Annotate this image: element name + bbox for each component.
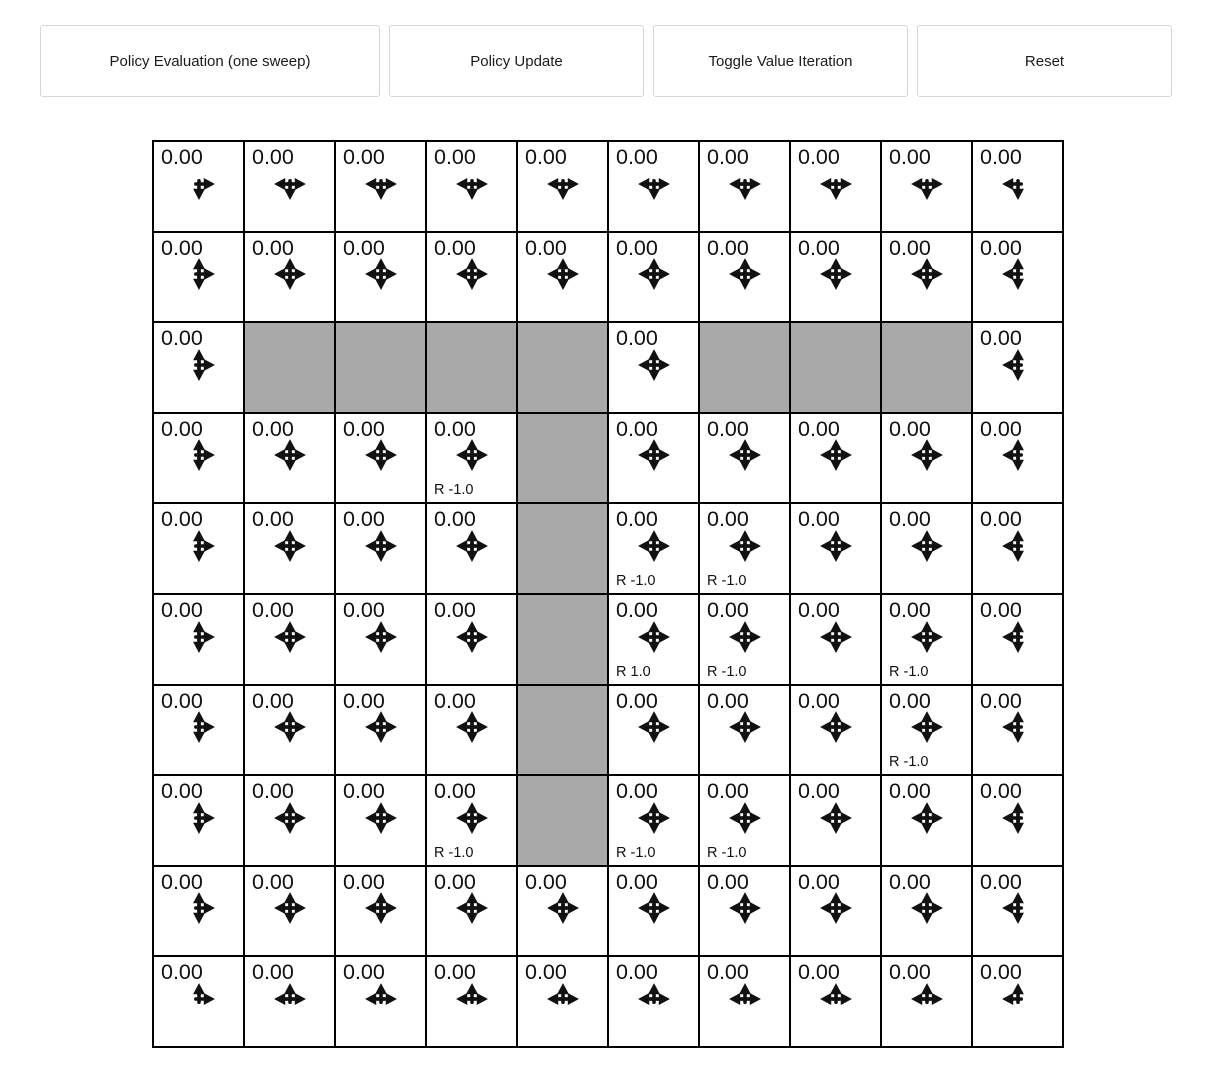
grid-cell[interactable] — [245, 233, 334, 322]
grid-cell[interactable] — [245, 595, 334, 684]
state-value: 0.00 — [252, 779, 294, 804]
state-value: 0.00 — [707, 416, 749, 441]
grid-cell[interactable] — [700, 504, 789, 593]
policy-arrows-icon — [728, 710, 762, 744]
state-value: 0.00 — [798, 869, 840, 894]
grid-cell[interactable] — [973, 142, 1062, 231]
policy-arrows-icon — [364, 620, 398, 654]
grid-cell[interactable] — [791, 957, 880, 1046]
state-value: 0.00 — [525, 235, 567, 260]
state-value: 0.00 — [434, 507, 476, 532]
grid-cell[interactable] — [336, 686, 425, 775]
policy-arrows-icon — [728, 620, 762, 654]
state-value: 0.00 — [889, 597, 931, 622]
grid-cell[interactable] — [609, 595, 698, 684]
grid-cell[interactable] — [973, 323, 1062, 412]
policy-arrows-icon — [1001, 257, 1035, 291]
state-value: 0.00 — [980, 688, 1022, 713]
state-value: 0.00 — [252, 235, 294, 260]
reward-label: R -1.0 — [707, 844, 747, 861]
grid-cell[interactable] — [245, 686, 334, 775]
grid-cell[interactable] — [700, 414, 789, 503]
policy-arrows-icon — [1001, 348, 1035, 382]
grid-cell[interactable] — [973, 957, 1062, 1046]
wall-cell[interactable] — [518, 776, 607, 865]
wall-cell[interactable] — [518, 504, 607, 593]
policy-arrows-icon — [182, 710, 216, 744]
policy-arrows-icon — [273, 620, 307, 654]
state-value: 0.00 — [616, 507, 658, 532]
policy-arrows-icon — [273, 710, 307, 744]
policy-arrows-icon — [910, 257, 944, 291]
state-value: 0.00 — [525, 960, 567, 985]
policy-arrows-icon — [1001, 891, 1035, 925]
policy-arrows-icon — [728, 438, 762, 472]
grid-cell[interactable] — [882, 776, 971, 865]
grid-cell[interactable] — [700, 233, 789, 322]
grid-cell[interactable] — [336, 595, 425, 684]
state-value: 0.00 — [798, 507, 840, 532]
state-value: 0.00 — [707, 869, 749, 894]
grid-cell[interactable] — [882, 504, 971, 593]
policy-arrows-icon — [637, 348, 671, 382]
policy-arrows-icon — [1001, 801, 1035, 835]
grid-cell[interactable] — [882, 233, 971, 322]
grid-cell[interactable] — [154, 504, 243, 593]
reward-label: R -1.0 — [434, 844, 474, 861]
policy-arrows-icon — [182, 982, 216, 1016]
grid-cell[interactable] — [791, 414, 880, 503]
grid-cell[interactable] — [245, 414, 334, 503]
grid-cell[interactable] — [973, 867, 1062, 956]
grid-cell[interactable] — [882, 595, 971, 684]
grid-cell[interactable] — [791, 504, 880, 593]
grid-cell[interactable] — [791, 867, 880, 956]
policy-arrows-icon — [1001, 982, 1035, 1016]
toggle-value-iteration-button[interactable]: Toggle Value Iteration — [653, 25, 908, 97]
policy-arrows-icon — [819, 982, 853, 1016]
policy-update-button[interactable]: Policy Update — [389, 25, 644, 97]
state-value: 0.00 — [161, 145, 203, 169]
grid-cell[interactable] — [973, 776, 1062, 865]
policy-arrows-icon — [728, 801, 762, 835]
state-value: 0.00 — [980, 960, 1022, 985]
wall-cell[interactable] — [791, 323, 880, 412]
state-value: 0.00 — [434, 688, 476, 713]
policy-arrows-icon — [637, 710, 671, 744]
grid-cell[interactable] — [791, 142, 880, 231]
state-value: 0.00 — [343, 416, 385, 441]
policy-arrows-icon — [728, 167, 762, 201]
wall-cell[interactable] — [336, 323, 425, 412]
reward-label: R 1.0 — [616, 663, 651, 680]
state-value: 0.00 — [252, 507, 294, 532]
policy-arrows-icon — [910, 982, 944, 1016]
grid-cell[interactable] — [973, 595, 1062, 684]
grid-cell[interactable] — [518, 957, 607, 1046]
grid-cell[interactable] — [336, 414, 425, 503]
state-value: 0.00 — [980, 416, 1022, 441]
grid-cell[interactable] — [609, 504, 698, 593]
reward-label: R -1.0 — [707, 663, 747, 680]
policy-arrows-icon — [364, 982, 398, 1016]
state-value: 0.00 — [707, 145, 749, 169]
reward-label: R -1.0 — [434, 482, 474, 499]
state-value: 0.00 — [707, 688, 749, 713]
grid-cell[interactable] — [700, 686, 789, 775]
state-value: 0.00 — [616, 779, 658, 804]
grid-cell[interactable] — [791, 776, 880, 865]
policy-arrows-icon — [637, 982, 671, 1016]
wall-cell[interactable] — [518, 323, 607, 412]
grid-cell[interactable] — [791, 686, 880, 775]
policy-arrows-icon — [364, 529, 398, 563]
policy-arrows-icon — [728, 982, 762, 1016]
grid-cell[interactable] — [882, 867, 971, 956]
policy-arrows-icon — [455, 167, 489, 201]
state-value: 0.00 — [161, 416, 203, 441]
grid-cell[interactable] — [973, 686, 1062, 775]
policy-arrows-icon — [637, 257, 671, 291]
wall-cell[interactable] — [427, 323, 516, 412]
state-value: 0.00 — [161, 688, 203, 713]
policy-arrows-icon — [273, 982, 307, 1016]
grid-cell[interactable] — [427, 233, 516, 322]
policy-arrows-icon — [364, 801, 398, 835]
policy-arrows-icon — [455, 438, 489, 472]
state-value: 0.00 — [798, 235, 840, 260]
policy-arrows-icon — [1001, 529, 1035, 563]
state-value: 0.00 — [161, 507, 203, 532]
state-value: 0.00 — [980, 779, 1022, 804]
grid-cell[interactable] — [973, 414, 1062, 503]
policy-arrows-icon — [546, 982, 580, 1016]
state-value: 0.00 — [798, 416, 840, 441]
state-value: 0.00 — [889, 688, 931, 713]
grid-cell[interactable] — [245, 142, 334, 231]
grid-cell[interactable] — [882, 686, 971, 775]
state-value: 0.00 — [161, 597, 203, 622]
policy-arrows-icon — [637, 167, 671, 201]
state-value: 0.00 — [252, 145, 294, 169]
policy-arrows-icon — [182, 257, 216, 291]
state-value: 0.00 — [252, 597, 294, 622]
grid-cell[interactable] — [700, 957, 789, 1046]
grid-cell[interactable] — [700, 776, 789, 865]
gridworld — [152, 140, 1064, 1048]
policy-arrows-icon — [728, 257, 762, 291]
grid-cell[interactable] — [700, 142, 789, 231]
policy-arrows-icon — [182, 348, 216, 382]
grid-cell[interactable] — [882, 142, 971, 231]
state-value: 0.00 — [616, 960, 658, 985]
wall-cell[interactable] — [518, 595, 607, 684]
grid-cell[interactable] — [154, 142, 243, 231]
reward-label: R -1.0 — [616, 572, 656, 589]
policy-arrows-icon — [182, 529, 216, 563]
grid-cell[interactable] — [336, 233, 425, 322]
state-value: 0.00 — [616, 145, 658, 169]
policy-arrows-icon — [455, 982, 489, 1016]
policy-arrows-icon — [364, 438, 398, 472]
policy-arrows-icon — [910, 620, 944, 654]
policy-arrows-icon — [637, 891, 671, 925]
grid-cell[interactable] — [609, 142, 698, 231]
policy-arrows-icon — [637, 438, 671, 472]
grid-cell[interactable] — [518, 142, 607, 231]
policy-arrows-icon — [455, 801, 489, 835]
policy-arrows-icon — [364, 710, 398, 744]
policy-arrows-icon — [910, 801, 944, 835]
grid-cell[interactable] — [336, 957, 425, 1046]
grid-cell[interactable] — [973, 233, 1062, 322]
policy-arrows-icon — [364, 257, 398, 291]
policy-arrows-icon — [819, 801, 853, 835]
state-value: 0.00 — [889, 145, 931, 169]
state-value: 0.00 — [616, 326, 658, 351]
reward-label: R -1.0 — [707, 572, 747, 589]
state-value: 0.00 — [434, 235, 476, 260]
grid-cell[interactable] — [154, 323, 243, 412]
state-value: 0.00 — [889, 779, 931, 804]
grid-cell[interactable] — [609, 323, 698, 412]
policy-arrows-icon — [910, 438, 944, 472]
policy-arrows-icon — [637, 529, 671, 563]
state-value: 0.00 — [161, 869, 203, 894]
wall-cell[interactable] — [245, 323, 334, 412]
policy-arrows-icon — [182, 438, 216, 472]
grid-cell[interactable] — [154, 957, 243, 1046]
policy-arrows-icon — [1001, 710, 1035, 744]
grid-cell[interactable] — [973, 504, 1062, 593]
grid-cell[interactable] — [609, 776, 698, 865]
state-value: 0.00 — [616, 688, 658, 713]
policy-arrows-icon — [455, 620, 489, 654]
reward-label: R -1.0 — [616, 844, 656, 861]
state-value: 0.00 — [434, 960, 476, 985]
wall-cell[interactable] — [518, 414, 607, 503]
grid-cell[interactable] — [245, 867, 334, 956]
policy-arrows-icon — [273, 529, 307, 563]
state-value: 0.00 — [980, 869, 1022, 894]
grid-cell[interactable] — [427, 595, 516, 684]
grid-cell[interactable] — [154, 414, 243, 503]
grid-cell[interactable] — [427, 504, 516, 593]
state-value: 0.00 — [525, 145, 567, 169]
state-value: 0.00 — [434, 779, 476, 804]
state-value: 0.00 — [161, 960, 203, 985]
grid-cell[interactable] — [700, 867, 789, 956]
policy-arrows-icon — [819, 529, 853, 563]
state-value: 0.00 — [980, 507, 1022, 532]
grid-cell[interactable] — [336, 776, 425, 865]
policy-arrows-icon — [546, 257, 580, 291]
grid-cell[interactable] — [154, 776, 243, 865]
grid-cell[interactable] — [336, 142, 425, 231]
state-value: 0.00 — [252, 416, 294, 441]
wall-cell[interactable] — [518, 686, 607, 775]
grid-cell[interactable] — [245, 776, 334, 865]
reset-button[interactable]: Reset — [917, 25, 1172, 97]
grid-cell[interactable] — [154, 595, 243, 684]
state-value: 0.00 — [343, 779, 385, 804]
policy-arrows-icon — [819, 167, 853, 201]
wall-cell[interactable] — [700, 323, 789, 412]
policy-evaluation-button[interactable]: Policy Evaluation (one sweep) — [40, 25, 380, 97]
grid-cell[interactable] — [518, 233, 607, 322]
reward-label: R -1.0 — [889, 754, 929, 771]
grid-cell[interactable] — [791, 233, 880, 322]
grid-cell[interactable] — [609, 867, 698, 956]
policy-arrows-icon — [728, 891, 762, 925]
policy-arrows-icon — [364, 891, 398, 925]
state-value: 0.00 — [343, 597, 385, 622]
state-value: 0.00 — [343, 145, 385, 169]
grid-cell[interactable] — [882, 414, 971, 503]
state-value: 0.00 — [889, 869, 931, 894]
state-value: 0.00 — [798, 597, 840, 622]
state-value: 0.00 — [343, 688, 385, 713]
policy-arrows-icon — [273, 167, 307, 201]
state-value: 0.00 — [980, 235, 1022, 260]
state-value: 0.00 — [707, 597, 749, 622]
grid-cell[interactable] — [609, 414, 698, 503]
grid-cell[interactable] — [154, 686, 243, 775]
grid-cell[interactable] — [154, 867, 243, 956]
state-value: 0.00 — [980, 326, 1022, 351]
grid-cell[interactable] — [245, 504, 334, 593]
policy-arrows-icon — [1001, 620, 1035, 654]
policy-arrows-icon — [273, 438, 307, 472]
state-value: 0.00 — [798, 779, 840, 804]
policy-arrows-icon — [273, 801, 307, 835]
policy-arrows-icon — [182, 891, 216, 925]
policy-arrows-icon — [1001, 167, 1035, 201]
grid-cell[interactable] — [154, 233, 243, 322]
policy-arrows-icon — [819, 620, 853, 654]
policy-arrows-icon — [910, 891, 944, 925]
state-value: 0.00 — [798, 688, 840, 713]
policy-arrows-icon — [819, 257, 853, 291]
wall-cell[interactable] — [882, 323, 971, 412]
state-value: 0.00 — [161, 326, 203, 351]
state-value: 0.00 — [798, 960, 840, 985]
state-value: 0.00 — [343, 869, 385, 894]
policy-arrows-icon — [455, 891, 489, 925]
policy-arrows-icon — [819, 710, 853, 744]
state-value: 0.00 — [434, 869, 476, 894]
state-value: 0.00 — [434, 145, 476, 169]
grid-cell[interactable] — [882, 957, 971, 1046]
grid-cell[interactable] — [609, 686, 698, 775]
state-value: 0.00 — [343, 235, 385, 260]
policy-arrows-icon — [819, 438, 853, 472]
grid-cell[interactable] — [427, 957, 516, 1046]
state-value: 0.00 — [525, 869, 567, 894]
state-value: 0.00 — [889, 235, 931, 260]
policy-arrows-icon — [182, 167, 216, 201]
grid-cell[interactable] — [791, 595, 880, 684]
policy-arrows-icon — [455, 257, 489, 291]
grid-cell[interactable] — [336, 867, 425, 956]
grid-cell[interactable] — [245, 957, 334, 1046]
state-value: 0.00 — [252, 869, 294, 894]
state-value: 0.00 — [434, 416, 476, 441]
state-value: 0.00 — [343, 507, 385, 532]
policy-arrows-icon — [546, 167, 580, 201]
policy-arrows-icon — [546, 891, 580, 925]
state-value: 0.00 — [343, 960, 385, 985]
policy-arrows-icon — [364, 167, 398, 201]
policy-arrows-icon — [637, 801, 671, 835]
policy-arrows-icon — [273, 257, 307, 291]
grid-cell[interactable] — [427, 867, 516, 956]
state-value: 0.00 — [707, 960, 749, 985]
grid-cell[interactable] — [609, 957, 698, 1046]
reward-label: R -1.0 — [889, 663, 929, 680]
state-value: 0.00 — [616, 597, 658, 622]
policy-arrows-icon — [910, 710, 944, 744]
state-value: 0.00 — [252, 960, 294, 985]
state-value: 0.00 — [889, 960, 931, 985]
grid-cell[interactable] — [427, 142, 516, 231]
state-value: 0.00 — [889, 507, 931, 532]
state-value: 0.00 — [707, 507, 749, 532]
state-value: 0.00 — [889, 416, 931, 441]
state-value: 0.00 — [252, 688, 294, 713]
policy-arrows-icon — [455, 529, 489, 563]
policy-arrows-icon — [910, 167, 944, 201]
state-value: 0.00 — [434, 597, 476, 622]
grid-cell[interactable] — [427, 414, 516, 503]
policy-arrows-icon — [637, 620, 671, 654]
policy-arrows-icon — [1001, 438, 1035, 472]
grid-cell[interactable] — [518, 867, 607, 956]
state-value: 0.00 — [980, 597, 1022, 622]
state-value: 0.00 — [980, 145, 1022, 169]
grid-cell[interactable] — [336, 504, 425, 593]
grid-cell[interactable] — [700, 595, 789, 684]
state-value: 0.00 — [616, 869, 658, 894]
grid-cell[interactable] — [609, 233, 698, 322]
policy-arrows-icon — [182, 801, 216, 835]
state-value: 0.00 — [616, 416, 658, 441]
toolbar — [0, 0, 1224, 97]
policy-arrows-icon — [819, 891, 853, 925]
state-value: 0.00 — [616, 235, 658, 260]
policy-arrows-icon — [728, 529, 762, 563]
state-value: 0.00 — [161, 779, 203, 804]
state-value: 0.00 — [707, 235, 749, 260]
grid-cell[interactable] — [427, 686, 516, 775]
state-value: 0.00 — [707, 779, 749, 804]
policy-arrows-icon — [910, 529, 944, 563]
state-value: 0.00 — [161, 235, 203, 260]
policy-arrows-icon — [182, 620, 216, 654]
policy-arrows-icon — [455, 710, 489, 744]
grid-cell[interactable] — [427, 776, 516, 865]
policy-arrows-icon — [273, 891, 307, 925]
state-value: 0.00 — [798, 145, 840, 169]
